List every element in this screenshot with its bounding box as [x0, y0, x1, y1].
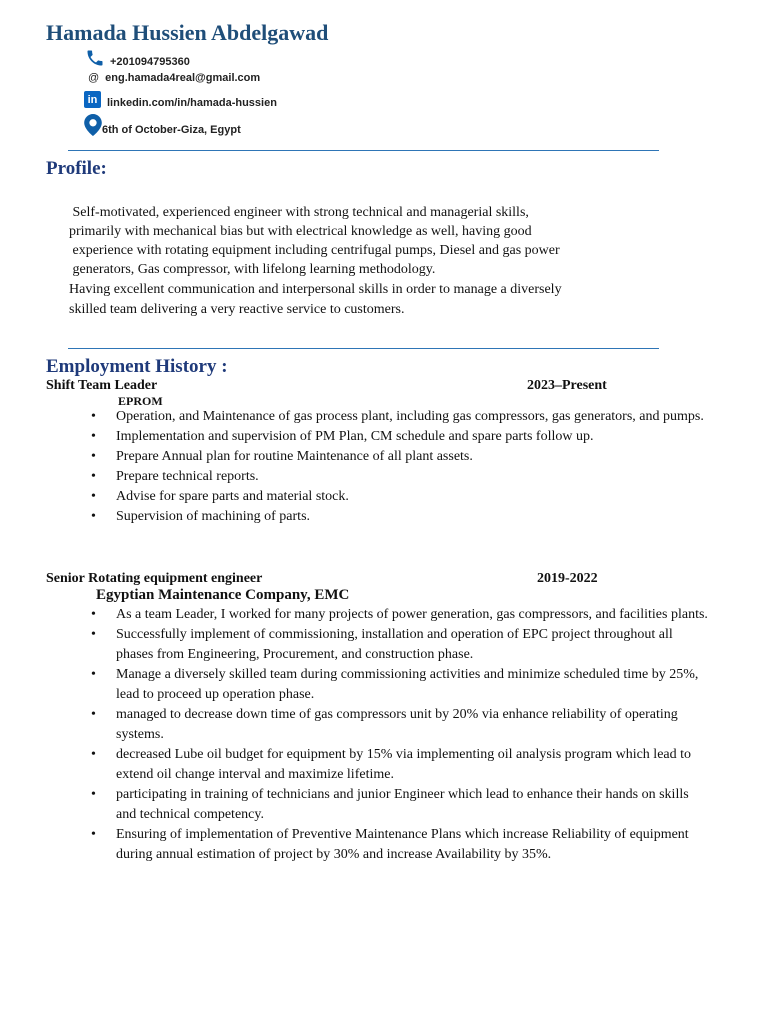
contact-phone [84, 48, 190, 68]
contact-linkedin [84, 90, 277, 109]
candidate-name: Hamada Hussien Abdelgawad [46, 20, 329, 45]
list-item: • managed to decrease down time of gas compressors unit by 20% via enhance reliability of operating systems. [88, 705, 708, 745]
list-item: • Operation, and Maintenance of gas process plant, including gas compressors, gas generators, and pumps. [88, 407, 708, 427]
profile-line: skilled team delivering a very reactive service to customers. [69, 302, 405, 317]
job-bullets [88, 407, 708, 527]
job-title: Shift Team Leader [46, 378, 158, 393]
list-item: • decreased Lube oil budget for equipment by 15% via implementing oil analysis program which lead to extend oil change interval and maximize lifetime. [88, 745, 708, 785]
profile-line: experience with rotating equipment including centrifugal pumps, Diesel and gas power [69, 243, 560, 258]
phone-icon [84, 48, 106, 68]
linkedin-icon [84, 91, 101, 108]
contact-email [88, 72, 260, 84]
contact-location [84, 114, 241, 136]
location-text: 6th of October-Giza, Egypt [102, 123, 241, 136]
location-pin-icon [84, 114, 102, 136]
list-item: • Implementation and supervision of PM Plan, CM schedule and spare parts follow up. [88, 427, 708, 447]
profile-heading: Profile: [46, 158, 107, 179]
job-title: Senior Rotating equipment engineer [46, 571, 263, 586]
phone-number[interactable]: +201094795360 [110, 56, 190, 68]
profile-line: Having excellent communication and interpersonal skills in order to manage a diversely [69, 282, 562, 297]
job-company: EPROM [118, 394, 163, 408]
employment-heading: Employment History : [46, 356, 228, 377]
divider [68, 348, 659, 349]
list-item: • participating in training of technicians and junior Engineer which lead to enhance their hands on skills and technical competency. [88, 785, 708, 825]
job-company: Egyptian Maintenance Company, EMC [96, 587, 350, 603]
list-item: • Manage a diversely skilled team during commissioning activities and minimize scheduled time by 25%, lead to proceed up operation phase. [88, 665, 708, 705]
job-dates: 2023–Present [527, 378, 607, 393]
list-item: • Advise for spare parts and material stock. [88, 487, 708, 507]
job-bullets [88, 605, 708, 865]
list-item: • Prepare technical reports. [88, 467, 708, 487]
list-item: • Ensuring of implementation of Preventive Maintenance Plans which increase Reliability of equipment during annual estimation of project by 30% and increase Availability by 35%. [88, 825, 708, 865]
profile-line: Self-motivated, experienced engineer with strong technical and managerial skills, [69, 205, 529, 220]
job-dates: 2019-2022 [537, 571, 598, 586]
list-item: • Supervision of machining of parts. [88, 507, 708, 527]
list-item: • Successfully implement of commissioning, installation and operation of EPC project throughout all phases from Engineering, Procurement, and construction phase. [88, 625, 708, 665]
list-item: • As a team Leader, I worked for many projects of power generation, gas compressors, and facilities plants. [88, 605, 708, 625]
email-icon: @ [88, 72, 100, 84]
divider [68, 150, 659, 151]
list-item: • Prepare Annual plan for routine Maintenance of all plant assets. [88, 447, 708, 467]
email-address[interactable]: eng.hamada4real@gmail.com [105, 72, 261, 84]
linkedin-url[interactable]: linkedin.com/in/hamada-hussien [107, 97, 277, 109]
linkedin-logo-text: in [87, 93, 98, 106]
profile-line: primarily with mechanical bias but with electrical knowledge as well, having good [69, 224, 532, 239]
profile-line: generators, Gas compressor, with lifelong learning methodology. [69, 262, 436, 277]
